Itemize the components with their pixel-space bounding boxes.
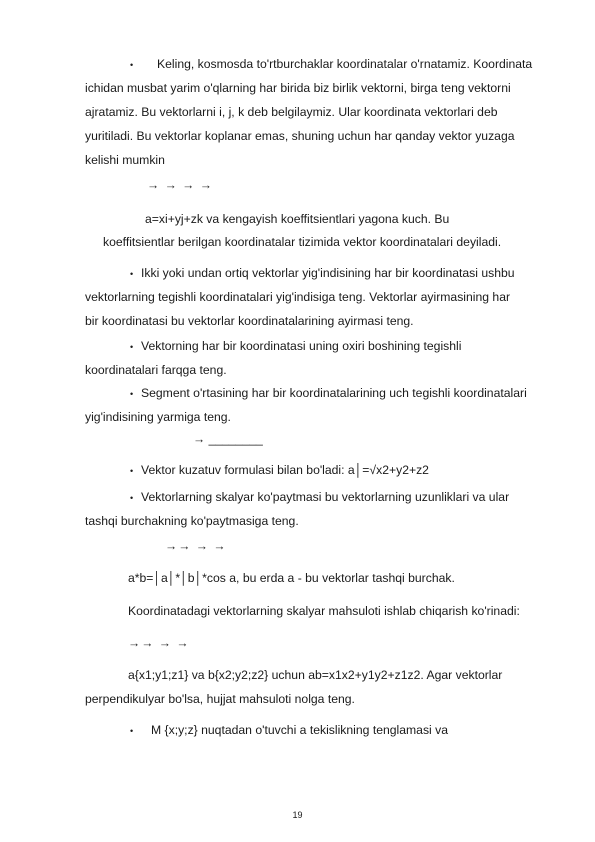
formula-expansion-cont: koeffitsientlar berilgan koordinatalar tizimida vektor koordinatalari deyiladi. (103, 235, 502, 249)
page-number: 19 (292, 810, 303, 820)
bullet-icon: • (130, 466, 134, 476)
para2-line1: Ikki yoki undan ortiq vektorlar yig'indisining har bir koordinatasi ushbu (141, 266, 515, 280)
para1-line2: ichidan musbat yarim o'qlarning har birida biz birlik vektorni, birga teng vektorni (85, 81, 511, 95)
bullet-icon: • (130, 493, 134, 503)
vector-arrows-3: →→ → → (165, 539, 227, 553)
bullet-icon: • (130, 342, 134, 352)
formula-expansion: a=xi+yj+zk va kengayish koeffitsientlari yagona kuch. Bu (145, 212, 450, 226)
para1-line3: ajratamiz. Bu vektorlarni i, j, k deb belgilaymiz. Ular koordinata vektorlari deb (85, 105, 498, 119)
para5-magnitude-formula: Vektor kuzatuv formulasi bilan bo'ladi: a│=√x2+y2+z2 (141, 463, 429, 477)
para3-line2: koordinatalari farqga teng. (85, 363, 227, 377)
bullet-icon: • (130, 60, 134, 70)
para7-coordinate-product: Koordinatadagi vektorlarning skalyar mahsuloti ishlab chiqarish ko'rinadi: (128, 604, 520, 618)
para2-line3: bir koordinatasi bu vektorlar koordinatalarining ayirmasi teng. (85, 314, 414, 328)
para6-line1: Vektorlarning skalyar ko'paytmasi bu vektorlarning uzunliklari va ular (141, 490, 510, 504)
bullet-icon: • (130, 726, 134, 736)
para6-line2: tashqi burchakning ko'paytmasiga teng. (85, 514, 299, 528)
para3-line1: Vektorning har bir koordinatasi uning oxiri boshining tegishli (141, 339, 462, 353)
vector-arrows-4: →→ → → (128, 636, 190, 650)
scalar-product-formula: a*b=│a│*│b│*cos a, bu erda a - bu vektorlar tashqi burchak. (128, 571, 455, 585)
formula3-line1: a{x1;y1;z1} va b{x2;y2;z2} uchun ab=x1x2+y1y2+z1z2. Agar vektorlar (128, 668, 503, 682)
para4-line2: yig'indisining yarmiga teng. (85, 410, 231, 424)
bullet-icon: • (130, 389, 134, 399)
para8-plane-equation: M {x;y;z} nuqtadan o'tuvchi a tekislikning tenglamasi va (151, 723, 449, 737)
vector-arrows-1: → → → → (147, 178, 213, 192)
para1-line5: kelishi mumkin (85, 153, 165, 167)
para1-line4: yuritiladi. Bu vektorlar koplanar emas, shuning uchun har qanday vektor yuzaga (85, 129, 515, 143)
formula3-line2: perpendikulyar bo'lsa, hujjat mahsuloti nolga teng. (85, 692, 355, 706)
vector-arrows-2: → ________ (193, 432, 263, 446)
para4-line1: Segment o'rtasining har bir koordinatalarining uch tegishli koordinatalari (141, 386, 527, 400)
para2-line2: vektorlarning tegishli koordinatalari yig'indisiga teng. Vektorlar ayirmasining har (85, 290, 511, 304)
bullet-icon: • (130, 269, 134, 279)
para1-line1: Keling, kosmosda to'rtburchaklar koordinatalar o'rnatamiz. Koordinata (157, 57, 533, 71)
